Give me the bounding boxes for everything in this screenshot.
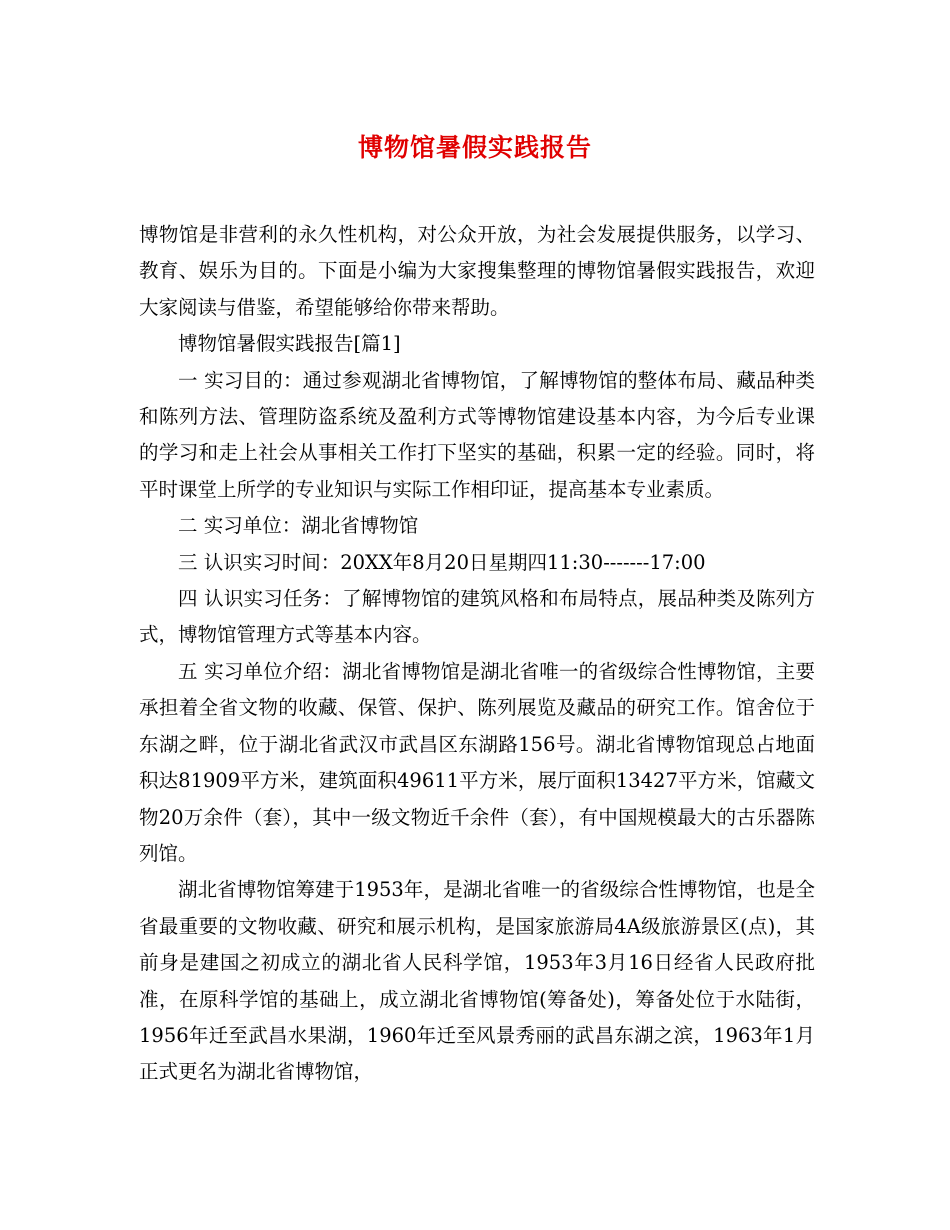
document-body xyxy=(139,217,815,1091)
intro-paragraph: 博物馆是非营利的永久性机构，对公众开放，为社会发展提供服务，以学习、教育、娱乐为目的。下面是小编为大家搜集整理的博物馆暑假实践报告，欢迎大家阅读与借鉴，希望能够给你带来帮助。 xyxy=(139,223,815,319)
paragraph-unit-intro: 五 实习单位介绍：湖北省博物馆是湖北省唯一的省级综合性博物馆，主要承担着全省文物的收藏、保管、保护、陈列展览及藏品的研究工作。馆舍位于东湖之畔，位于湖北省武汉市武昌区东湖路156号。湖北省博物馆现总占地面积达81909平方米，建筑面积49611平方米，展厅面积13427平方米，馆藏文物20万余件（套），其中一级文物近千余件（套），有中国规模最大的古乐器陈列馆。 xyxy=(139,659,815,865)
paragraph-history: 湖北省博物馆筹建于1953年，是湖北省唯一的省级综合性博物馆，也是全省最重要的文物收藏、研究和展示机构，是国家旅游局4A级旅游景区(点)，其前身是建国之初成立的湖北省人民科学馆，1953年3月16日经省人民政府批准，在原科学馆的基础上，成立湖北省博物馆(筹备处)，筹备处位于水陆街，1956年迁至武昌水果湖，1960年迁至风景秀丽的武昌东湖之滨，1963年1月正式更名为湖北省博物馆， xyxy=(139,878,815,1084)
section-heading: 博物馆暑假实践报告[篇1] xyxy=(178,332,401,356)
paragraph-unit: 二 实习单位：湖北省博物馆 xyxy=(178,514,419,538)
paragraph-task: 四 认识实习任务：了解博物馆的建筑风格和布局特点，展品种类及陈列方式，博物馆管理方式等基本内容。 xyxy=(139,587,815,647)
paragraph-time: 三 认识实习时间：20XX年8月20日星期四11:30-------17:00 xyxy=(178,550,706,574)
paragraph-purpose: 一 实习目的：通过参观湖北省博物馆，了解博物馆的整体布局、藏品种类和陈列方法、管理防盗系统及盈利方式等博物馆建设基本内容，为今后专业课的学习和走上社会从事相关工作打下坚实的基础，积累一定的经验。同时，将平时课堂上所学的专业知识与实际工作相印证，提高基本专业素质。 xyxy=(139,368,815,501)
document-title: 博物馆暑假实践报告 xyxy=(357,133,592,162)
